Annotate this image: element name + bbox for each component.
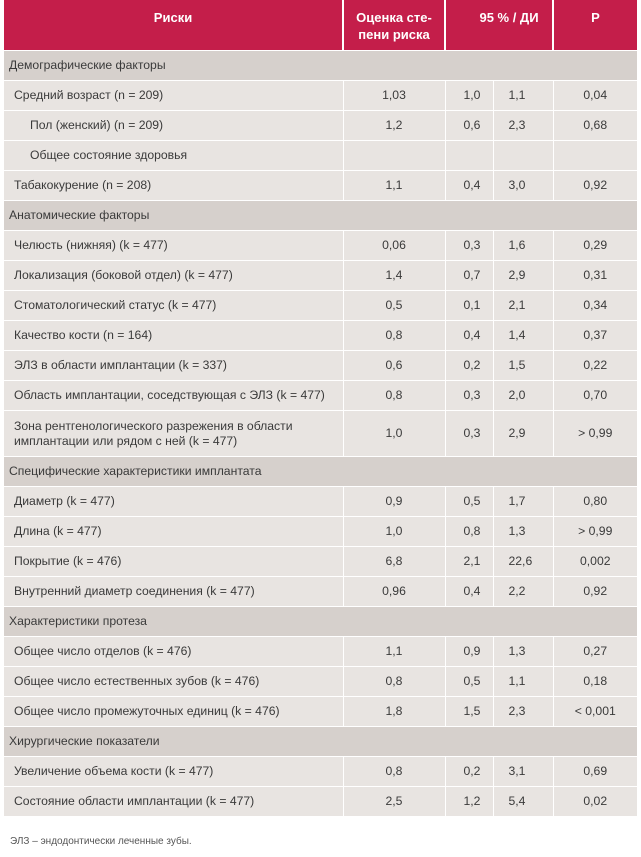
table-row: [4, 80, 637, 110]
ci-high: 2,9: [493, 260, 553, 290]
p-value: 0,29: [553, 230, 637, 260]
ci-high: 1,1: [493, 666, 553, 696]
ci-high: 1,3: [493, 636, 553, 666]
table-row: [4, 290, 637, 320]
table-row: [4, 666, 637, 696]
section-header: [4, 200, 637, 230]
table-row: [4, 410, 637, 456]
ci-high: [493, 140, 553, 170]
table-row: [4, 756, 637, 786]
ci-low: 0,3: [445, 410, 493, 456]
ci-high: 1,4: [493, 320, 553, 350]
risk-name: Общее число отделов (k = 476): [4, 636, 343, 666]
footnote: ЭЛЗ – эндодонтически леченные зубы.: [10, 836, 192, 847]
ci-high: 2,2: [493, 576, 553, 606]
p-value: [553, 140, 637, 170]
risk-estimate: [343, 140, 445, 170]
risk-name: Зона рентгенологического разрежения в области имплантации или рядом с ней (k = 477): [4, 410, 343, 456]
p-value: 0,69: [553, 756, 637, 786]
risk-name: ЭЛЗ в области имплантации (k = 337): [4, 350, 343, 380]
p-value: 0,37: [553, 320, 637, 350]
p-value: 0,92: [553, 170, 637, 200]
risk-estimate: 6,8: [343, 546, 445, 576]
risk-name: Общее число естественных зубов (k = 476): [4, 666, 343, 696]
ci-low: 0,3: [445, 380, 493, 410]
ci-low: 1,2: [445, 786, 493, 816]
table-row: [4, 636, 637, 666]
p-value: 0,70: [553, 380, 637, 410]
risk-name: Общее состояние здоровья: [4, 140, 343, 170]
risk-estimate: 0,5: [343, 290, 445, 320]
risk-estimate: 0,8: [343, 320, 445, 350]
table-row: [4, 260, 637, 290]
table-row: [4, 786, 637, 816]
p-value: 0,27: [553, 636, 637, 666]
ci-high: 1,5: [493, 350, 553, 380]
risk-name: Диаметр (k = 477): [4, 486, 343, 516]
ci-high: 1,7: [493, 486, 553, 516]
p-value: 0,18: [553, 666, 637, 696]
risk-name: Табакокурение (n = 208): [4, 170, 343, 200]
risk-name: Средний возраст (n = 209): [4, 80, 343, 110]
section-header: [4, 456, 637, 486]
ci-high: 3,1: [493, 756, 553, 786]
ci-high: 2,1: [493, 290, 553, 320]
p-value: 0,31: [553, 260, 637, 290]
table-row: [4, 170, 637, 200]
p-value: 0,002: [553, 546, 637, 576]
ci-low: [445, 140, 493, 170]
table-row: [4, 516, 637, 546]
table-row: [4, 576, 637, 606]
p-value: 0,02: [553, 786, 637, 816]
section-header: [4, 726, 637, 756]
risk-name: Покрытие (k = 476): [4, 546, 343, 576]
ci-low: 0,4: [445, 576, 493, 606]
table-row: [4, 320, 637, 350]
risk-estimate: 1,4: [343, 260, 445, 290]
risk-estimate: 2,5: [343, 786, 445, 816]
ci-low: 0,5: [445, 666, 493, 696]
section-title: Специфические характеристики имплантата: [4, 456, 637, 486]
risk-name: Внутренний диаметр соединения (k = 477): [4, 576, 343, 606]
table-row: [4, 140, 637, 170]
risk-name: Локализация (боковой отдел) (k = 477): [4, 260, 343, 290]
table-row: [4, 546, 637, 576]
section-title: Анатомические факторы: [4, 200, 637, 230]
p-value: 0,92: [553, 576, 637, 606]
p-value: < 0,001: [553, 696, 637, 726]
risk-estimate: 1,8: [343, 696, 445, 726]
risk-estimate: 0,8: [343, 756, 445, 786]
risk-estimate: 0,96: [343, 576, 445, 606]
section-title: Демографические факторы: [4, 50, 637, 80]
ci-high: 1,1: [493, 80, 553, 110]
ci-high: 2,3: [493, 696, 553, 726]
header-estimate: Оценка сте- пени риска: [343, 0, 445, 50]
ci-low: 0,3: [445, 230, 493, 260]
table-row: [4, 486, 637, 516]
ci-high: 3,0: [493, 170, 553, 200]
risk-name: Пол (женский) (n = 209): [4, 110, 343, 140]
ci-high: 22,6: [493, 546, 553, 576]
risk-estimate: 1,0: [343, 516, 445, 546]
table-row: [4, 696, 637, 726]
ci-low: 0,1: [445, 290, 493, 320]
risk-estimate: 0,06: [343, 230, 445, 260]
risk-name: Увеличение объема кости (k = 477): [4, 756, 343, 786]
risk-estimate: 0,6: [343, 350, 445, 380]
section-header: [4, 50, 637, 80]
header-ci: 95 % / ДИ: [445, 0, 553, 50]
risk-name: Качество кости (n = 164): [4, 320, 343, 350]
ci-high: 2,9: [493, 410, 553, 456]
ci-high: 2,3: [493, 110, 553, 140]
p-value: > 0,99: [553, 410, 637, 456]
risk-estimate: 1,1: [343, 170, 445, 200]
risk-estimate: 0,8: [343, 666, 445, 696]
p-value: 0,68: [553, 110, 637, 140]
risk-estimate: 0,9: [343, 486, 445, 516]
ci-low: 1,5: [445, 696, 493, 726]
ci-low: 0,4: [445, 170, 493, 200]
section-title: Характеристики протеза: [4, 606, 637, 636]
table-row: [4, 380, 637, 410]
section-title: Хирургические показатели: [4, 726, 637, 756]
ci-low: 0,5: [445, 486, 493, 516]
risk-name: Состояние области имплантации (k = 477): [4, 786, 343, 816]
section-header: [4, 606, 637, 636]
risk-estimate: 0,8: [343, 380, 445, 410]
ci-low: 0,2: [445, 756, 493, 786]
ci-low: 0,8: [445, 516, 493, 546]
table-header-row: [4, 0, 637, 50]
ci-low: 0,6: [445, 110, 493, 140]
ci-high: 5,4: [493, 786, 553, 816]
risk-name: Область имплантации, соседствующая с ЭЛЗ (k = 477): [4, 380, 343, 410]
risk-estimate: 1,0: [343, 410, 445, 456]
p-value: 0,34: [553, 290, 637, 320]
p-value: > 0,99: [553, 516, 637, 546]
risk-table: [4, 0, 637, 816]
ci-low: 0,9: [445, 636, 493, 666]
ci-low: 2,1: [445, 546, 493, 576]
ci-low: 1,0: [445, 80, 493, 110]
p-value: 0,80: [553, 486, 637, 516]
ci-high: 1,6: [493, 230, 553, 260]
risk-name: Челюсть (нижняя) (k = 477): [4, 230, 343, 260]
p-value: 0,22: [553, 350, 637, 380]
risk-name: Стоматологический статус (k = 477): [4, 290, 343, 320]
table-row: [4, 350, 637, 380]
ci-high: 2,0: [493, 380, 553, 410]
ci-low: 0,4: [445, 320, 493, 350]
ci-low: 0,7: [445, 260, 493, 290]
risk-estimate: 1,2: [343, 110, 445, 140]
table-row: [4, 230, 637, 260]
risk-estimate: 1,03: [343, 80, 445, 110]
p-value: 0,04: [553, 80, 637, 110]
header-p: P: [553, 0, 637, 50]
table-row: [4, 110, 637, 140]
ci-high: 1,3: [493, 516, 553, 546]
header-risks: Риски: [4, 0, 343, 50]
risk-estimate: 1,1: [343, 636, 445, 666]
risk-name: Длина (k = 477): [4, 516, 343, 546]
ci-low: 0,2: [445, 350, 493, 380]
risk-name: Общее число промежуточных единиц (k = 476): [4, 696, 343, 726]
